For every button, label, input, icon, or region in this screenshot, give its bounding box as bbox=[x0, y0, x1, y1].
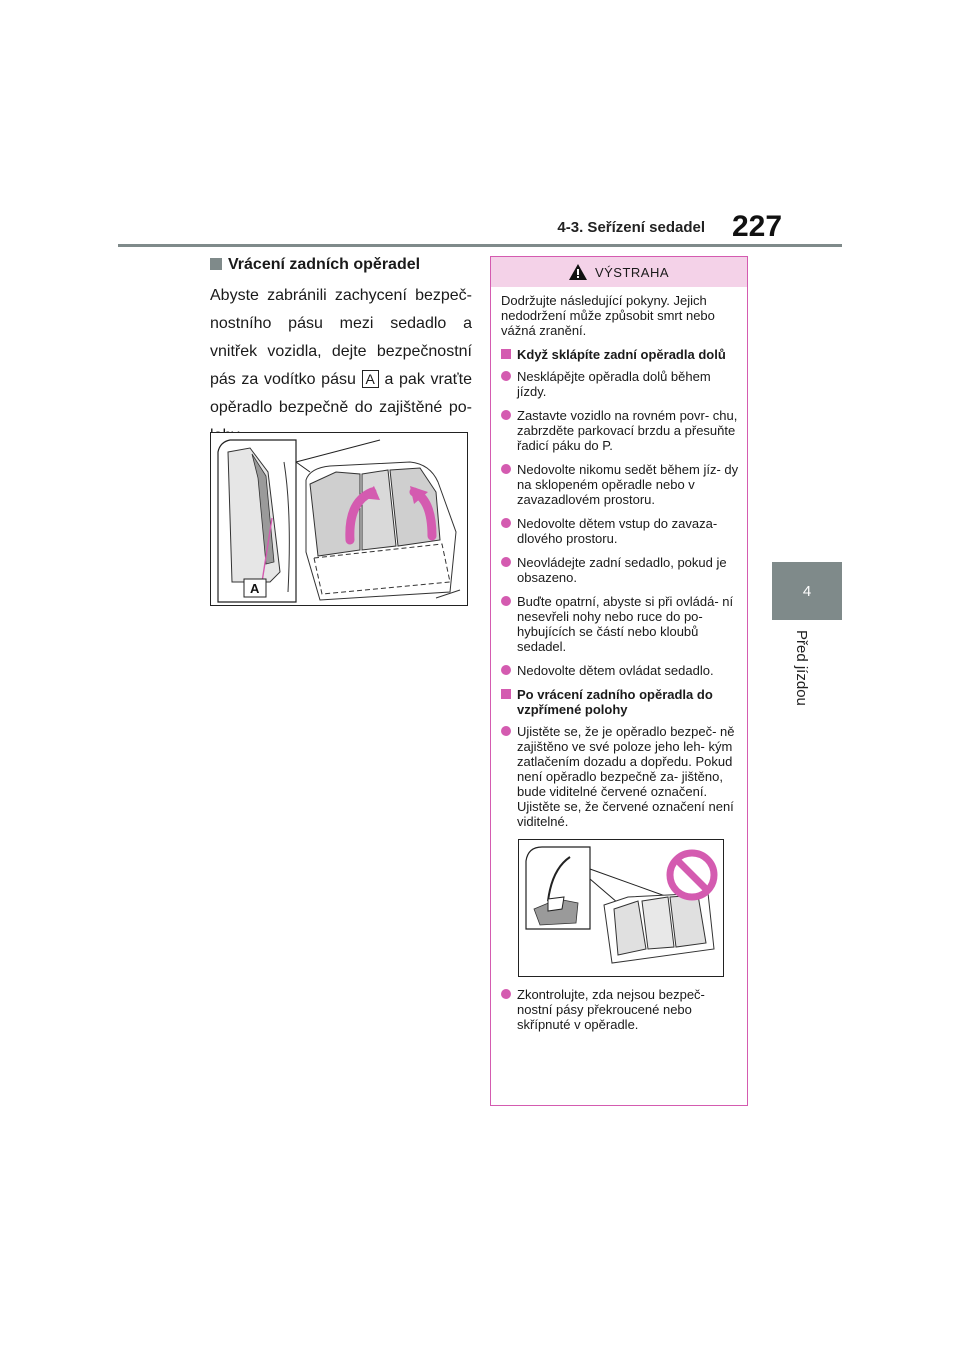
rear-seat-illustration bbox=[210, 432, 468, 606]
square-bullet-icon bbox=[210, 258, 222, 270]
callout-label: A bbox=[362, 370, 379, 388]
chapter-label: Před jízdou bbox=[793, 630, 810, 706]
bullet-dot-icon bbox=[501, 518, 511, 528]
bullet-dot-icon bbox=[501, 557, 511, 567]
bullet-dot-icon bbox=[501, 989, 511, 999]
svg-text:A: A bbox=[250, 581, 260, 596]
warning-header bbox=[491, 257, 747, 287]
chapter-number: 4 bbox=[802, 582, 812, 600]
bullet-dot-icon bbox=[501, 371, 511, 381]
chapter-tab bbox=[772, 562, 842, 620]
warning-content bbox=[491, 287, 747, 1032]
warning-subheading: Když sklápíte zadní opěradla dolů bbox=[501, 347, 739, 362]
warning-intro: Dodržujte následující pokyny. Jejich nedodržení může způsobit smrt nebo vážná zranění. bbox=[501, 293, 715, 338]
warning-item: Nedovolte nikomu sedět během jíz- dy na sklopeném opěradle nebo v zavazadlovém prostoru. bbox=[501, 462, 739, 507]
section-body bbox=[210, 282, 472, 450]
bullet-dot-icon bbox=[501, 726, 511, 736]
warning-box bbox=[490, 256, 748, 1106]
bullet-dot-icon bbox=[501, 464, 511, 474]
warning-item: Neovládejte zadní sedadlo, pokud je obsazeno. bbox=[501, 555, 739, 585]
warning-triangle-icon bbox=[569, 264, 587, 280]
body-text-2: a pak vraťte opěradlo bezpečně do zajištěné po- bbox=[210, 371, 473, 416]
header-divider bbox=[118, 244, 842, 247]
warning-item: Buďte opatrní, abyste si při ovládá- ní nesevřeli nohy nebo ruce do po- hybujících se částí nebo kloubů sedadel. bbox=[501, 594, 739, 654]
bullet-dot-icon bbox=[501, 665, 511, 675]
seat-indicator-illustration bbox=[518, 839, 724, 977]
warning-title: VÝSTRAHA bbox=[594, 264, 670, 280]
warning-item: Nesklápějte opěradla dolů během jízdy. bbox=[501, 369, 739, 399]
warning-item: Nedovolte dětem vstup do zavaza- dlového prostoru. bbox=[501, 516, 739, 546]
warning-item: Zkontrolujte, zda nejsou bezpeč- nostní pásy překroucené nebo skřípnuté v opěradle. bbox=[501, 987, 739, 1032]
warning-item: Nedovolte dětem ovládat sedadlo. bbox=[501, 663, 739, 678]
bullet-dot-icon bbox=[501, 410, 511, 420]
square-bullet-icon bbox=[501, 689, 511, 699]
section-heading bbox=[210, 256, 420, 274]
section-heading-text: Vrácení zadních opěradel bbox=[228, 256, 421, 273]
bullet-dot-icon bbox=[501, 596, 511, 606]
warning-subheading: Po vrácení zadního opěradla do vzpřímené polohy bbox=[501, 687, 739, 717]
body-text-1: Abyste zabránili zachycení bezpeč- nostního pásu mezi sedadlo a vnitřek vozidla, dejte bezpečnostní pás za vodítko pásu bbox=[210, 287, 472, 388]
page-number: 227 bbox=[732, 210, 783, 243]
warning-item: Zastavte vozidlo na rovném povr- chu, zabrzděte parkovací brzdu a přesuňte řadicí páku do P. bbox=[501, 408, 739, 453]
square-bullet-icon bbox=[501, 349, 511, 359]
section-title: 4-3. Seřízení sedadel bbox=[557, 219, 705, 236]
warning-item: Ujistěte se, že je opěradlo bezpeč- ně zajištěno ve své poloze jeho leh- kým zatlačením dozadu a dopředu. Pokud není opěradlo bezpečně za- jištěno, bude viditelné červené označení. Ujistěte se, že červené označení není viditelné. bbox=[501, 724, 739, 829]
